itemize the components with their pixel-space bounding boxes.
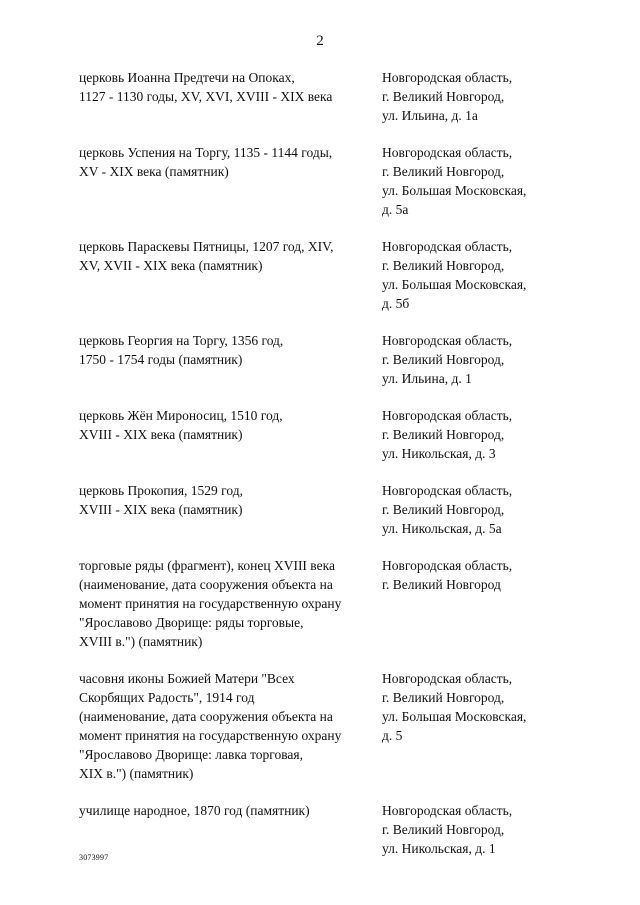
monument-address: Новгородская область, г. Великий Новгород, ул. Большая Московская, д. 5: [382, 671, 527, 743]
monument-name: торговые ряды (фрагмент), конец XVIII века (наименование, дата сооружения объекта на момент принятия на государственную охрану "Ярославово Дворище: ряды торговые, XVIII в.") (памятник): [79, 558, 342, 649]
monument-address: Новгородская область, г. Великий Новгород, ул. Никольская, д. 5а: [382, 483, 513, 536]
page-number: 2: [316, 33, 324, 49]
document-code: 3073997: [79, 853, 109, 862]
list-item: [79, 331, 569, 388]
list-item: [79, 237, 569, 313]
monument-address: Новгородская область, г. Великий Новгород, ул. Никольская, д. 1: [382, 803, 513, 856]
monument-name: церковь Параскевы Пятницы, 1207 год, XIV, XV, XVII - XIX века (памятник): [79, 239, 334, 273]
monument-name: церковь Иоанна Предтечи на Опоках, 1127 - 1130 годы, XV, XVI, XVIII - XIX века: [79, 70, 333, 104]
list-item: [79, 406, 569, 463]
list-item: [79, 68, 569, 125]
monument-address: Новгородская область, г. Великий Новгород: [382, 558, 513, 592]
monument-address: Новгородская область, г. Великий Новгород, ул. Большая Московская, д. 5б: [382, 239, 527, 311]
monument-list: [79, 68, 569, 858]
monument-address: Новгородская область, г. Великий Новгород, ул. Большая Московская, д. 5а: [382, 145, 527, 217]
monument-name: церковь Прокопия, 1529 год, XVIII - XIX века (памятник): [79, 483, 243, 517]
list-item: [79, 481, 569, 538]
monument-name: часовня иконы Божией Матери "Всех Скорбящих Радость", 1914 год (наименование, дата сооружения объекта на момент принятия на государственную охрану "Ярославово Дворище: лавка торговая, XIX в.") (памятник): [79, 671, 342, 781]
monument-name: церковь Жён Мироносиц, 1510 год, XVIII - XIX века (памятник): [79, 408, 283, 442]
monument-address: Новгородская область, г. Великий Новгород, ул. Ильина, д. 1: [382, 333, 513, 386]
monument-address: Новгородская область, г. Великий Новгород, ул. Ильина, д. 1а: [382, 70, 513, 123]
list-item: [79, 801, 569, 858]
list-item: [79, 556, 569, 651]
monument-address: Новгородская область, г. Великий Новгород, ул. Никольская, д. 3: [382, 408, 513, 461]
list-item: [79, 143, 569, 219]
monument-name: церковь Успения на Торгу, 1135 - 1144 годы, XV - XIX века (памятник): [79, 145, 333, 179]
list-item: [79, 669, 569, 783]
monument-name: училище народное, 1870 год (памятник): [79, 803, 310, 818]
monument-name: церковь Георгия на Торгу, 1356 год, 1750 - 1754 годы (памятник): [79, 333, 284, 367]
